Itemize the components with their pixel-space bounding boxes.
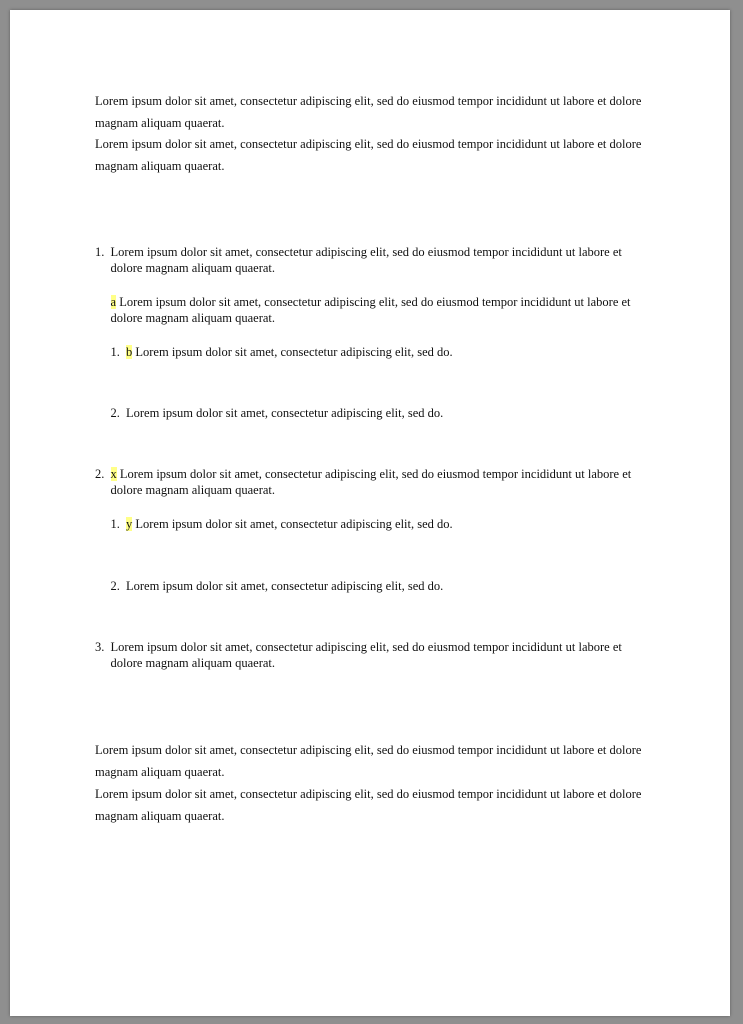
list-item-1 [95,245,635,276]
list-item-2-sub-2 [111,579,611,595]
list-item-text: Lorem ipsum dolor sit amet, consectetur adipiscing elit, sed do eiusmod tempor incididunt ut labore et dolore magnam aliquam quaerat. [110,640,622,670]
top-paragraph-1: Lorem ipsum dolor sit amet, consectetur adipiscing elit, sed do eiusmod tempor incididunt ut labore et dolore magnam aliquam quaerat. [95,94,642,130]
document-page [10,10,730,1016]
list-item-text: Lorem ipsum dolor sit amet, consectetur adipiscing elit, sed do eiusmod tempor incididunt ut labore et dolore magnam aliquam quaerat. [110,245,622,275]
list-number: 2. [95,467,105,481]
highlight-marker: b [126,345,133,359]
bottom-paragraph-1: Lorem ipsum dolor sit amet, consectetur adipiscing elit, sed do eiusmod tempor incididunt ut labore et dolore magnam aliquam quaerat. [95,743,642,779]
paragraph-text: Lorem ipsum dolor sit amet, consectetur adipiscing elit, sed do eiusmod tempor incididunt ut labore et dolore magnam aliquam quaerat. [110,295,631,325]
list-item-text: Lorem ipsum dolor sit amet, consectetur adipiscing elit, sed do. [132,517,453,531]
bottom-paragraph-2: Lorem ipsum dolor sit amet, consectetur adipiscing elit, sed do eiusmod tempor incididunt ut labore et dolore magnam aliquam quaerat. [95,787,642,823]
list-number: 2. [110,579,120,593]
list-item-text: Lorem ipsum dolor sit amet, consectetur adipiscing elit, sed do eiusmod tempor incididunt ut labore et dolore magnam aliquam quaerat. [110,467,632,497]
list-item-1-sub-1 [111,345,611,361]
list-item-3 [95,640,635,671]
highlight-marker: a [110,295,117,309]
list-number: 3. [95,640,105,654]
list-item-1-paragraph [111,295,636,326]
list-item-1-sub-2 [111,406,611,422]
list-item-2-sub-1 [111,517,611,533]
list-item-text: Lorem ipsum dolor sit amet, consectetur adipiscing elit, sed do. [126,406,444,420]
highlight-marker: y [126,517,133,531]
list-number: 1. [110,345,120,359]
list-item-text: Lorem ipsum dolor sit amet, consectetur adipiscing elit, sed do. [126,579,444,593]
list-number: 1. [95,245,105,259]
list-item-text: Lorem ipsum dolor sit amet, consectetur adipiscing elit, sed do. [132,345,453,359]
list-number: 1. [110,517,120,531]
highlight-marker: x [110,467,117,481]
list-number: 2. [110,406,120,420]
top-paragraph-2: Lorem ipsum dolor sit amet, consectetur adipiscing elit, sed do eiusmod tempor incididunt ut labore et dolore magnam aliquam quaerat. [95,137,642,173]
list-item-2 [95,467,635,498]
